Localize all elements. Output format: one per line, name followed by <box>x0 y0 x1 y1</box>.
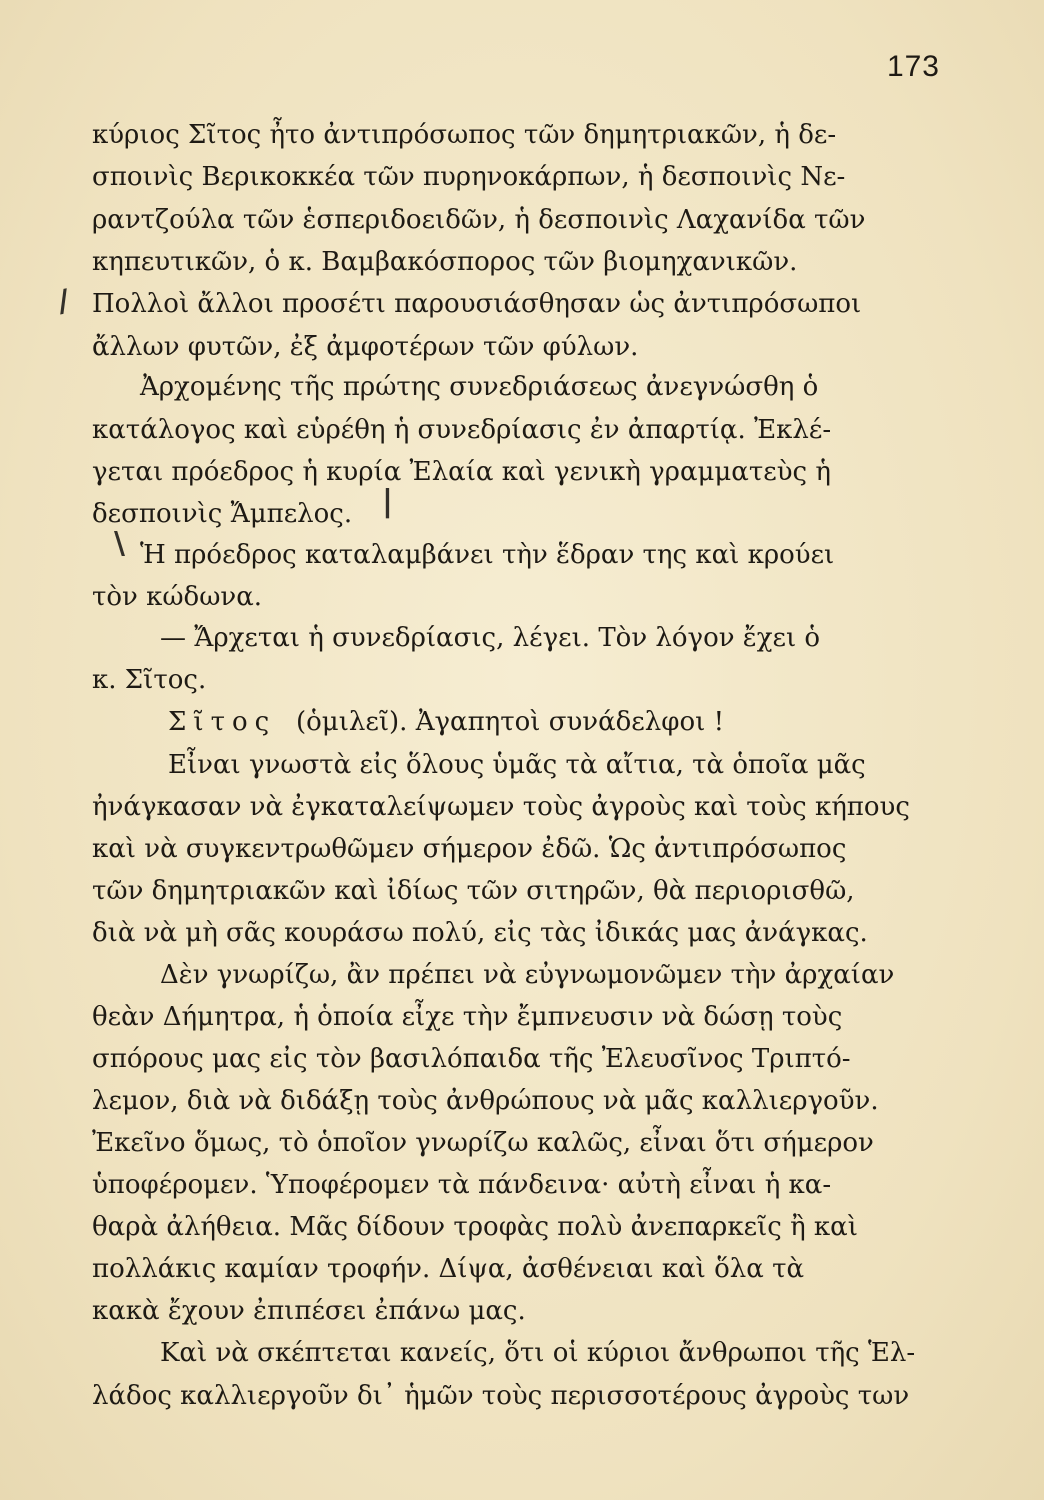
text-line: κακὰ ἔχουν ἐπιπέσει ἐπάνω μας. <box>92 1296 526 1326</box>
text-line: θαρὰ ἀλήθεια. Μᾶς δίδουν τροφὰς πολὺ ἀνεπαρκεῖς ἢ καὶ <box>92 1212 858 1242</box>
text-line: Ἡ πρόεδρος καταλαμβάνει τὴν ἕδραν της καὶ κρούει <box>140 540 835 570</box>
text-line: — Ἄρχεται ἡ συνεδρίασις, λέγει. Τὸν λόγον ἔχει ὁ <box>160 623 821 653</box>
text-line: κύριος Σῖτος ἦτο ἀντιπρόσωπος τῶν δημητριακῶν, ἡ δε- <box>92 120 837 150</box>
text-line: (ὁμιλεῖ). Ἀγαπητοὶ συνάδελφοι ! <box>296 707 725 737</box>
text-line: Ἀρχομένης τῆς πρώτης συνεδριάσεως ἀνεγνώσθη ὁ <box>140 372 819 402</box>
text-line: Ἐκεῖνο ὅμως, τὸ ὁποῖον γνωρίζω καλῶς, εἶναι ὅτι σήμερον <box>92 1128 874 1158</box>
text-line: Καὶ νὰ σκέπτεται κανείς, ὅτι οἱ κύριοι ἄνθρωποι τῆς Ἑλ- <box>160 1338 916 1368</box>
page-number: 173 <box>886 50 940 83</box>
text-line: λάδος καλλιεργοῦν δι᾿ ἡμῶν τοὺς περισσοτέρους ἀγροὺς των <box>92 1381 910 1411</box>
text-line: σποινὶς Βερικοκκέα τῶν πυρηνοκάρπων, ἡ δεσποινὶς Νε- <box>92 162 846 192</box>
text-line: λεμον, διὰ νὰ διδάξῃ τοὺς ἀνθρώπους νὰ μᾶς καλλιεργοῦν. <box>92 1086 879 1116</box>
text-line: ραντζούλα τῶν ἑσπεριδοειδῶν, ἡ δεσποινὶς Λαχανίδα τῶν <box>92 205 866 235</box>
text-line: γεται πρόεδρος ἡ κυρία Ἐλαία καὶ γενικὴ γραμματεὺς ἡ <box>92 457 831 487</box>
text-line: κηπευτικῶν, ὁ κ. Βαμβακόσπορος τῶν βιομηχανικῶν. <box>92 247 798 277</box>
pencil-mark-icon: / <box>55 283 72 320</box>
text-line: Εἶναι γνωστὰ εἰς ὅλους ὑμᾶς τὰ αἴτια, τὰ ὁποῖα μᾶς <box>168 750 866 780</box>
text-line: σπόρους μας εἰς τὸν βασιλόπαιδα τῆς Ἐλευσῖνος Τριπτό- <box>92 1044 851 1074</box>
pencil-mark-icon: \ <box>114 526 125 561</box>
text-line: ἠνάγκασαν νὰ ἐγκαταλείψωμεν τοὺς ἀγροὺς καὶ τοὺς κήπους <box>92 792 910 822</box>
text-line: διὰ νὰ μὴ σᾶς κουράσω πολύ, εἰς τὰς ἰδικάς μας ἀνάγκας. <box>92 918 868 948</box>
pencil-mark-icon: | <box>382 484 393 519</box>
text-line: πολλάκις καμίαν τροφήν. Δίψα, ἀσθένειαι καὶ ὅλα τὰ <box>92 1254 805 1284</box>
text-line: δεσποινὶς Ἄμπελος. <box>92 499 353 529</box>
text-line: ὑποφέρομεν. Ὑποφέρομεν τὰ πάνδεινα· αὐτὴ εἶναι ἡ κα- <box>92 1170 832 1200</box>
text-line: καὶ νὰ συγκεντρωθῶμεν σήμερον ἐδῶ. Ὡς ἀντιπρόσωπος <box>92 834 847 864</box>
text-line: κατάλογος καὶ εὑρέθη ἡ συνεδρίασις ἐν ἀπαρτίᾳ. Ἐκλέ- <box>92 415 832 445</box>
speaker-name: Σῖτος <box>168 707 277 737</box>
text-line: ἄλλων φυτῶν, ἐξ ἀμφοτέρων τῶν φύλων. <box>92 332 639 362</box>
text-line: θεὰν Δήμητρα, ἡ ὁποία εἶχε τὴν ἔμπνευσιν νὰ δώσῃ τοὺς <box>92 1002 843 1032</box>
text-line: τὸν κώδωνα. <box>92 582 263 612</box>
text-line: κ. Σῖτος. <box>92 665 207 695</box>
text-line: Δὲν γνωρίζω, ἂν πρέπει νὰ εὐγνωμονῶμεν τὴν ἀρχαίαν <box>160 960 895 990</box>
text-line: Πολλοὶ ἄλλοι προσέτι παρουσιάσθησαν ὡς ἀντιπρόσωποι <box>92 289 862 319</box>
text-line: τῶν δημητριακῶν καὶ ἰδίως τῶν σιτηρῶν, θὰ περιορισθῶ, <box>92 876 855 906</box>
